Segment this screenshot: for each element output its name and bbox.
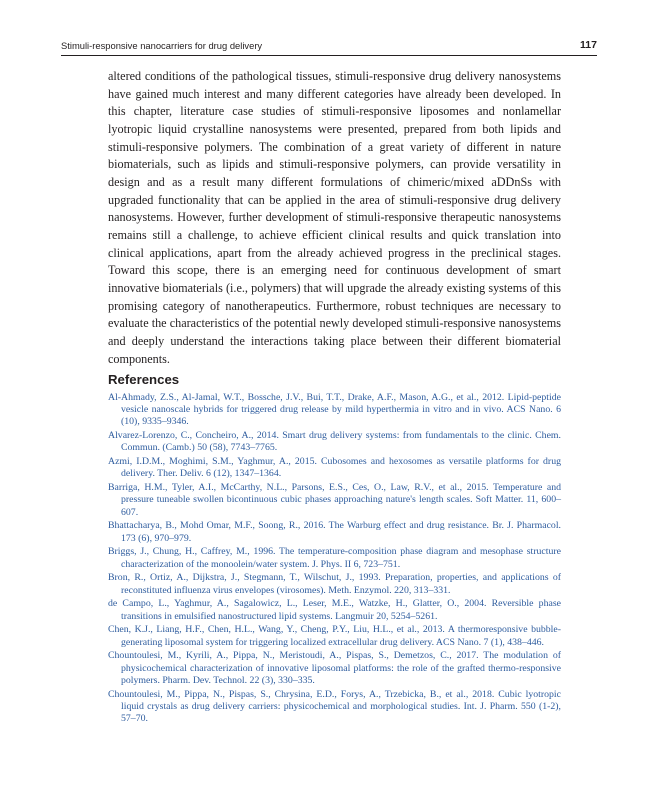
reference-item[interactable]: Bron, R., Ortiz, A., Dijkstra, J., Stegmann, T., Wilschut, J., 1993. Preparation, properties, and applications of reconstituted influenza virus envelopes (virosomes). Meth. Enzymol. 220, 313–331. [108, 572, 561, 596]
reference-item[interactable]: Chen, K.J., Liang, H.F., Chen, H.L., Wang, Y., Cheng, P.Y., Liu, H.L., et al., 2013. A thermoresponsive bubble-generating liposomal system for triggering localized extracellular drug delivery. ACS Nano. 7 (1), 438–446. [108, 624, 561, 648]
reference-item[interactable]: Briggs, J., Chung, H., Caffrey, M., 1996. The temperature-composition phase diagram and mesophase structure characterization of the monoolein/water system. J. Phys. II 6, 723–751. [108, 546, 561, 570]
reference-item[interactable]: Azmi, I.D.M., Moghimi, S.M., Yaghmur, A., 2015. Cubosomes and hexosomes as versatile platforms for drug delivery. Ther. Deliv. 6 (12), 1347–1364. [108, 456, 561, 480]
running-title: Stimuli-responsive nanocarriers for drug delivery [61, 40, 263, 51]
running-header [61, 39, 597, 56]
reference-item[interactable]: Chountoulesi, M., Pippa, N., Pispas, S., Chrysina, E.D., Forys, A., Trzebicka, B., et al., 2018. Cubic lyotropic liquid crystals as drug delivery carriers: physicochemical and morphological studies. Int. J. Pharm. 550 (1-2), 57–70. [108, 688, 561, 725]
body-paragraph: altered conditions of the pathological tissues, stimuli-responsive drug delivery nanosystems have gained much interest and many different categories have already been developed. In this chapter, literature case studies of stimuli-responsive liposomes and nonlamellar lyotropic liquid crystalline nanosystems were presented, prepared from both lipids and stimuli-responsive polymers. The combination of a great variety of different in nature biomaterials, such as lipids and stimuli-responsive polymers, can provide versatility in design and as a result many different formulations of chimeric/mixed aDDnSs with upgraded functionality that can be applied in the area of stimuli-responsive drug delivery nanosystems. However, further development of stimuli-responsive therapeutic nanosystems remains still a challenge, to achieve efficient clinical results and quick translation into clinical applications, apart from the already achieved progress in the preclinical stages. Toward this scope, there is an emerging need for continuous development of smart innovative biomaterials (i.e., polymers) that will upgrade the already existing systems of this promising category of nanotherapeutics. Furthermore, robust techniques are necessary to evaluate the characteristics of the potential newly developed stimuli-responsive nanosystems and deeply understand the interactions taking place between their different biomaterial components. [108, 69, 561, 366]
reference-item[interactable]: Alvarez-Lorenzo, C., Concheiro, A., 2014. Smart drug delivery systems: from fundamentals to the clinic. Chem. Commun. (Camb.) 50 (58), 7743–7765. [108, 430, 561, 454]
reference-item[interactable]: Al-Ahmady, Z.S., Al-Jamal, W.T., Bossche, J.V., Bui, T.T., Drake, A.F., Mason, A.G., et al., 2012. Lipid-peptide vesicle nanoscale hybrids for triggered drug release by mild hyperthermia in vitro and in vivo. ACS Nano. 6 (10), 9335–9346. [108, 392, 561, 428]
references-heading: References [108, 372, 180, 387]
reference-item[interactable]: Chountoulesi, M., Kyrili, A., Pippa, N., Meristoudi, A., Pispas, S., Demetzos, C., 2017. The modulation of physicochemical characterization of innovative liposomal platforms: the role of the grafted thermo-responsive polymers. Pharm. Dev. Technol. 22 (3), 330–335. [108, 650, 561, 686]
reference-item[interactable]: de Campo, L., Yaghmur, A., Sagalowicz, L., Leser, M.E., Watzke, H., Glatter, O., 2004. Reversible phase transitions in emulsified nanostructured lipid systems. Langmuir 20, 5254–5261. [108, 598, 561, 622]
reference-item[interactable]: Bhattacharya, B., Mohd Omar, M.F., Soong, R., 2016. The Warburg effect and drug resistance. Br. J. Pharmacol. 173 (6), 970–979. [108, 520, 561, 544]
reference-list [108, 392, 561, 727]
page-number: 117 [580, 39, 597, 51]
reference-item[interactable]: Barriga, H.M., Tyler, A.I., McCarthy, N.L., Parsons, E.S., Ces, O., Law, R.V., et al., 2015. Temperature and pressure tuneable swollen bicontinuous cubic phases approaching nature's length scales. Soft Matter. 11, 600–607. [108, 482, 561, 518]
